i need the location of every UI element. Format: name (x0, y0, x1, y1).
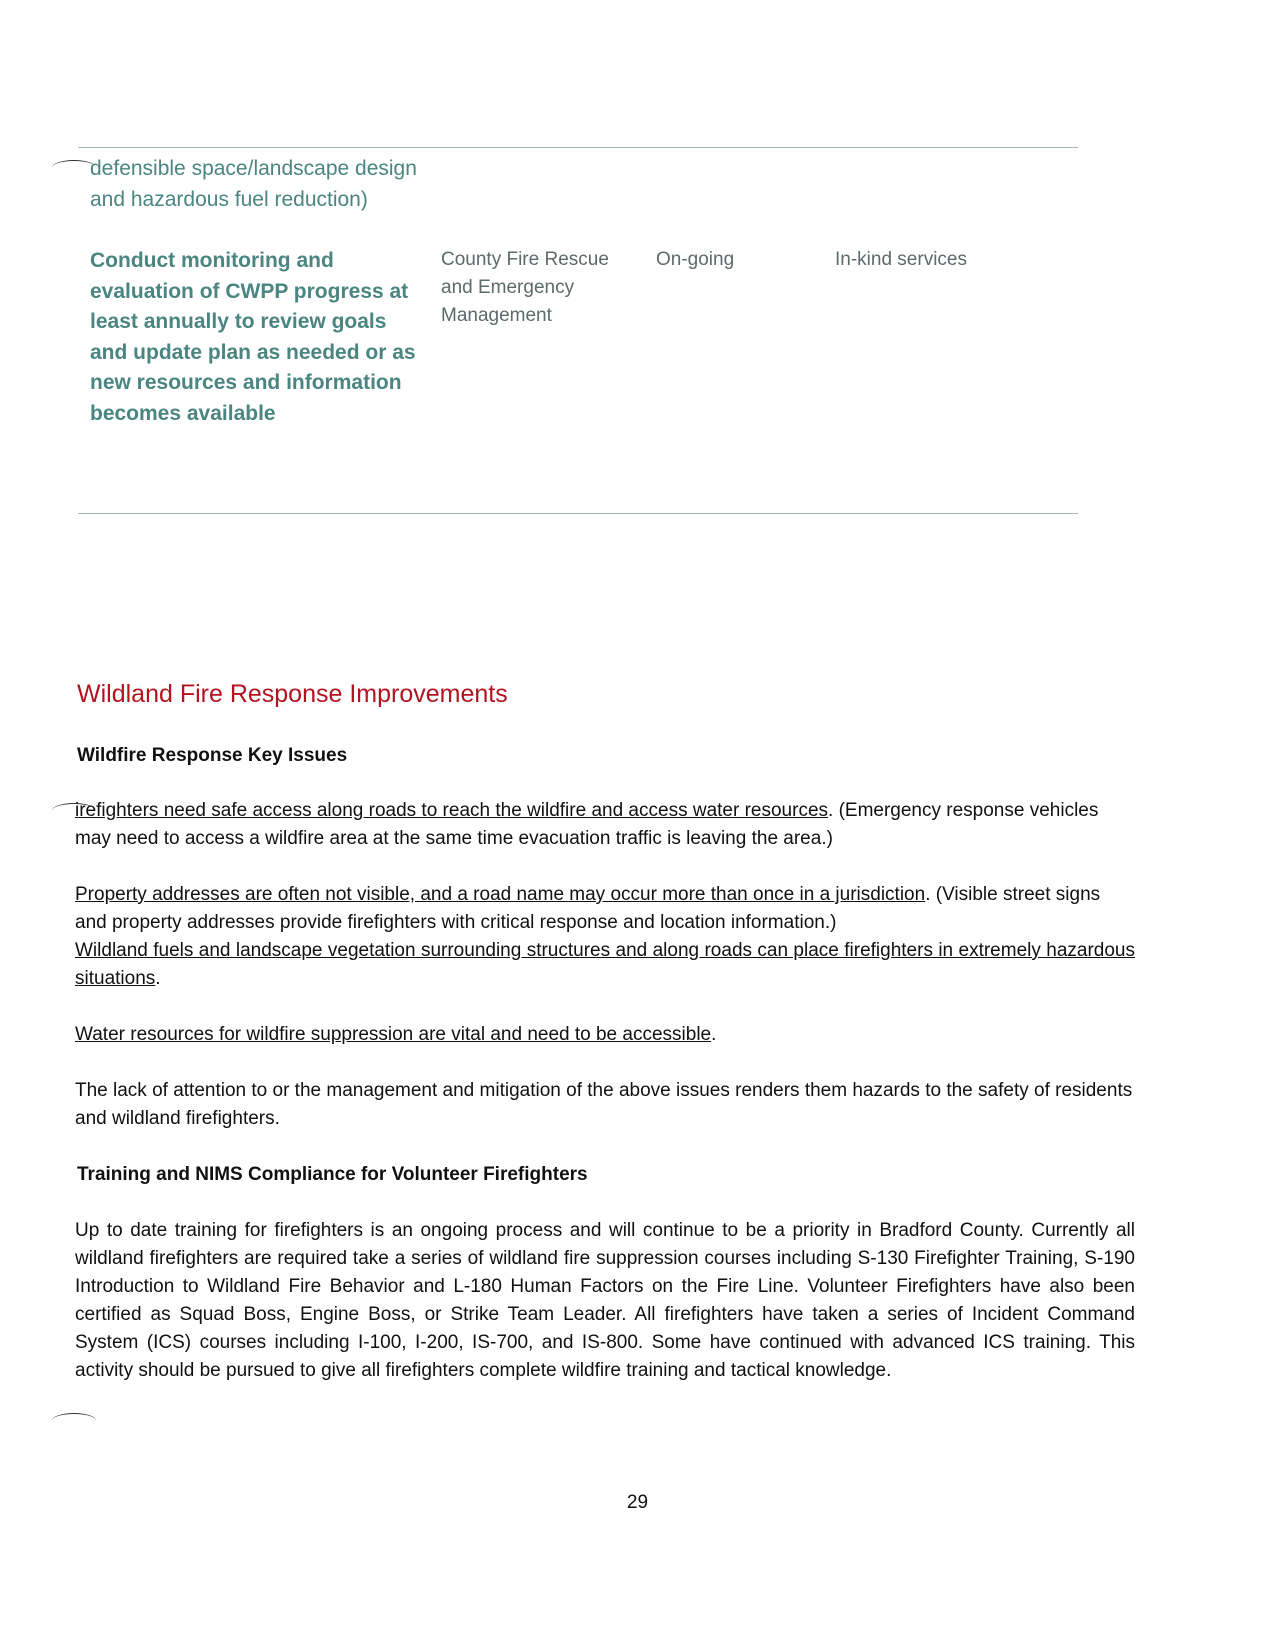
underlined-issue: irefighters need safe access along roads to reach the wildfire and access water resources (75, 800, 829, 821)
table-row-2-action: Conduct monitoring and evaluation of CWPP progress at least annually to review goals and update plan as needed or as new resources and information becomes available (90, 249, 416, 425)
section-title: Wildland Fire Response Improvements (77, 680, 508, 708)
paragraph-addresses (75, 881, 1135, 937)
table-bottom-rule (78, 513, 1078, 514)
issue-detail: . (Visible street signs and property addresses provide firefighters with critical response and location information.) (75, 884, 1101, 933)
table-row-2-responsible: County Fire Rescue and Emergency Management (441, 249, 609, 326)
paragraph-fuels (75, 937, 1135, 993)
underlined-issue: Wildland fuels and landscape vegetation surrounding structures and along roads can place firefighters in extremely hazardous situations (75, 940, 1135, 989)
paragraph-water (75, 1021, 1135, 1049)
subheading-key-issues: Wildfire Response Key Issues (77, 745, 348, 766)
scan-mark (52, 1413, 96, 1428)
table-row-1-action: defensible space/landscape design and hazardous fuel reduction) (90, 157, 417, 211)
issue-detail: . (711, 1024, 717, 1045)
table-top-rule (78, 147, 1078, 148)
underlined-issue: Water resources for wildfire suppression are vital and need to be accessible (75, 1024, 712, 1045)
paragraph-road-access (75, 797, 1135, 853)
table-row-2-funding: In-kind services (835, 249, 967, 270)
issue-detail: . (Emergency response vehicles may need to access a wildfire area at the same time evacuation traffic is leaving the area.) (75, 800, 1099, 849)
issue-detail: . (155, 968, 161, 989)
subheading-training: Training and NIMS Compliance for Volunteer Firefighters (77, 1164, 588, 1185)
table-row-2-timeframe: On-going (656, 249, 735, 270)
paragraph-hazards: The lack of attention to or the management and mitigation of the above issues renders them hazards to the safety of residents and wildland firefighters. (75, 1080, 1133, 1129)
page-number: 29 (626, 1492, 649, 1513)
underlined-issue: Property addresses are often not visible, and a road name may occur more than once in a jurisdiction (75, 884, 926, 905)
paragraph-training: Up to date training for firefighters is an ongoing process and will continue to be a priority in Bradford County. Currently all wildland firefighters are required take a series of wildland fire suppression courses including S-130 Firefighter Training, S-190 Introduction to Wildland Fire Behavior and L-180 Human Factors on the Fire Line. Volunteer Firefighters have also been certified as Squad Boss, Engine Boss, or Strike Team Leader. All firefighters have taken a series of Incident Command System (ICS) courses including I-100, I-200, IS-700, and IS-800. Some have continued with advanced ICS training. This activity should be pursued to give all firefighters complete wildfire training and tactical knowledge. (75, 1220, 1135, 1381)
